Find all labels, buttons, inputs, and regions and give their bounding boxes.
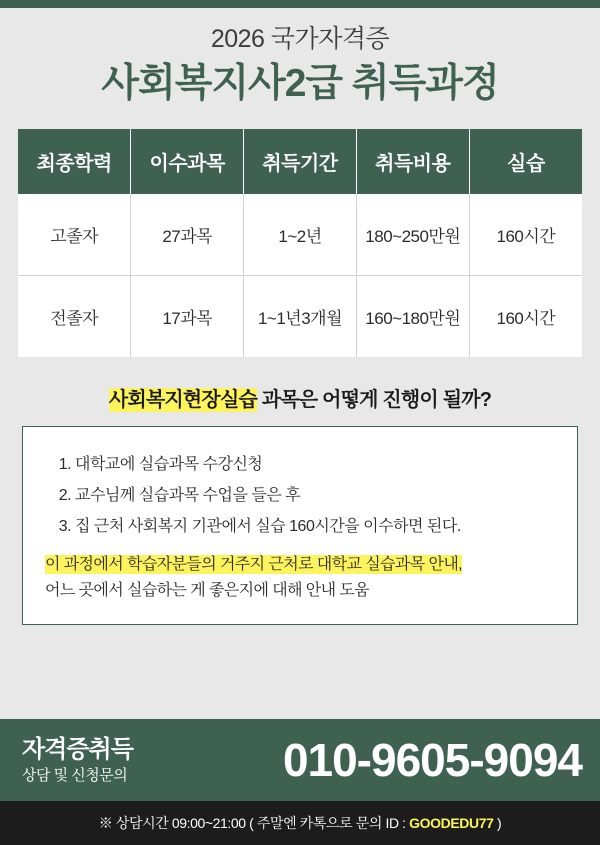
cell-subjects: 17과목 bbox=[131, 275, 244, 357]
list-item: 3. 집 근처 사회복지 기관에서 실습 160시간을 이수하면 된다. bbox=[75, 511, 555, 542]
list-item: 1. 대학교에 실습과목 수강신청 bbox=[75, 449, 555, 480]
header-subtitle: 2026 국가자격증 bbox=[210, 25, 390, 53]
spec-table bbox=[18, 129, 582, 357]
contact-label bbox=[22, 736, 133, 784]
column-header-cost: 취득비용 bbox=[356, 129, 469, 194]
cell-practicum: 160시간 bbox=[469, 194, 582, 276]
spec-table-body bbox=[18, 194, 582, 357]
column-header-duration: 취득기간 bbox=[244, 129, 357, 194]
column-header-subjects: 이수과목 bbox=[131, 129, 244, 194]
cell-duration: 1~1년3개월 bbox=[244, 275, 357, 357]
phone-number[interactable]: 010-9605-9094 bbox=[282, 734, 582, 786]
contact-label-line-2: 상담 및 신청문의 bbox=[22, 766, 128, 784]
table-header-row bbox=[18, 129, 582, 194]
steps-note-line-2: 어느 곳에서 실습하는 게 좋은지에 대해 안내 도움 bbox=[45, 581, 370, 599]
table-row bbox=[18, 275, 582, 357]
steps-note-line-1: 이 과정에서 학습자분들의 거주지 근처로 대학교 실습과목 안내, bbox=[45, 556, 463, 574]
table-row bbox=[18, 194, 582, 276]
header-title: 사회복지사2급 취득과정 bbox=[101, 62, 499, 105]
cell-practicum: 160시간 bbox=[496, 308, 556, 328]
question-heading bbox=[0, 383, 600, 412]
top-accent-bar bbox=[0, 0, 600, 8]
cell-education: 고졸자 bbox=[18, 194, 131, 276]
cell-cost: 160~180만원 bbox=[356, 275, 469, 357]
steps-box bbox=[22, 426, 578, 625]
cell-education: 전졸자 bbox=[18, 275, 131, 357]
column-header-practicum: 실습 bbox=[469, 129, 582, 194]
contact-footer bbox=[0, 719, 600, 801]
column-header-education: 최종학력 bbox=[18, 129, 131, 194]
question-rest-text: 과목은 어떻게 진행이 될까? bbox=[257, 388, 492, 411]
hours-bar bbox=[0, 801, 600, 845]
question-highlight-text: 사회복지현장실습 bbox=[108, 388, 257, 411]
spec-table-head bbox=[18, 129, 582, 194]
cell-cost: 180~250만원 bbox=[356, 194, 469, 276]
poster-header bbox=[0, 8, 600, 123]
steps-list bbox=[49, 449, 555, 543]
contact-label-line-1: 자격증취득 bbox=[22, 736, 133, 764]
hours-prefix-text: ※ 상담시간 09:00~21:00 ( 주말엔 카톡으로 문의 ID : bbox=[98, 815, 410, 831]
kakao-id: GOODEDU77 bbox=[409, 815, 494, 831]
cell-subjects: 27과목 bbox=[131, 194, 244, 276]
layout-spacer bbox=[0, 625, 600, 720]
hours-suffix-text: ) bbox=[493, 815, 502, 831]
steps-note bbox=[45, 552, 555, 603]
spec-table-wrapper bbox=[18, 129, 582, 357]
cell-duration: 1~2년 bbox=[244, 194, 357, 276]
list-item: 2. 교수님께 실습과목 수업을 들은 후 bbox=[75, 480, 555, 511]
